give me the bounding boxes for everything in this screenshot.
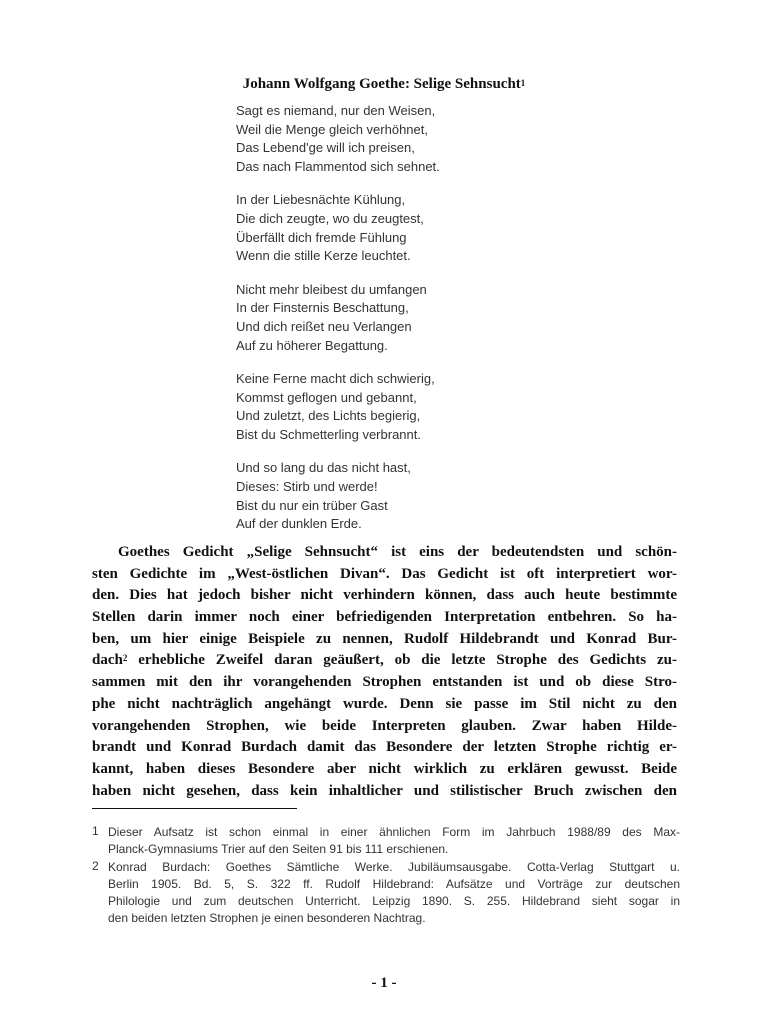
- body-line: Stellen darin immer noch einer befriedigenden Interpretation entbehren. So ha-: [92, 609, 677, 626]
- verse: Bist du nur ein trüber Gast: [236, 497, 388, 513]
- stanza-4: [236, 370, 556, 445]
- body-line: Goethes Gedicht „Selige Sehnsucht“ ist eins der bedeutendsten und schön-: [118, 544, 677, 560]
- line-rest: erhebliche Zweifel daran geäußert, ob die letzte Strophe des Gedichts zu-: [138, 652, 677, 669]
- verse: Weil die Menge gleich verhöhnet,: [236, 121, 428, 137]
- footnote-line: Berlin 1905. Bd. 5, S. 322 ff. Rudolf Hildebrand: Aufsätze und Vorträge zur deutschen: [108, 876, 680, 891]
- footnote-divider: [92, 808, 297, 809]
- verse: Auf der dunklen Erde.: [236, 516, 362, 532]
- verse: Das nach Flammentod sich sehnet.: [236, 159, 440, 175]
- body-line: haben nicht gesehen, dass kein inhaltlicher und stilistischer Bruch zwischen den: [92, 782, 677, 799]
- body-line: den. Dies hat jedoch bisher nicht verhindern können, dass auch heute bestimmte: [92, 587, 677, 604]
- body-line: ben, um hier einige Beispiele zu nennen, Rudolf Hildebrandt und Konrad Bur-: [92, 630, 677, 647]
- verse: Und zuletzt, des Lichts begierig,: [236, 408, 421, 424]
- line-prefix: dach: [92, 652, 123, 669]
- footnote-ref-1[interactable]: 1: [520, 78, 526, 88]
- footnote-number: 2: [92, 858, 99, 873]
- body-line: vorangehenden Strophen, wie beide Interpreten glauben. Zwar haben Hilde-: [92, 717, 677, 734]
- verse: Das Lebend'ge will ich preisen,: [236, 140, 415, 156]
- footnote-number: 1: [92, 824, 99, 838]
- footnote-line: den beiden letzten Strophen je einen besonderen Nachtrag.: [108, 911, 426, 926]
- footnote-ref-2[interactable]: 2: [122, 653, 128, 664]
- footnote-line: Planck-Gymnasiums Trier auf den Seiten 91 bis 111 erschienen.: [108, 842, 449, 857]
- body-line-with-ref: [92, 650, 677, 672]
- stanza-3: [236, 281, 556, 356]
- verse: Und dich reißet neu Verlangen: [236, 319, 412, 335]
- verse: Nicht mehr bleibest du umfangen: [236, 281, 427, 297]
- body-line: sammen mit den ihr vorangehenden Strophen entstanden ist und ob diese Stro-: [92, 674, 677, 691]
- stanza-2: [236, 191, 556, 266]
- body-line: sten Gedichte im „West-östlichen Divan“. Das Gedicht ist oft interpretiert wor-: [92, 565, 677, 582]
- verse: Und so lang du das nicht hast,: [236, 460, 411, 476]
- verse: Wenn die stille Kerze leuchtet.: [236, 248, 411, 264]
- stanza-5: [236, 459, 556, 534]
- body-line: brandt und Konrad Burdach damit das Besondere der letzten Strophe richtig er-: [92, 739, 677, 756]
- verse: Keine Ferne macht dich schwierig,: [236, 370, 435, 386]
- verse: In der Liebesnächte Kühlung,: [236, 192, 406, 208]
- footnote-line: Konrad Burdach: Goethes Sämtliche Werke. Jubiläumsausgabe. Cotta-Verlag Stuttgart u.: [108, 859, 680, 874]
- verse: Sagt es niemand, nur den Weisen,: [236, 103, 436, 118]
- page-number: - 1 -: [371, 975, 397, 991]
- verse: Die dich zeugte, wo du zeugtest,: [236, 211, 424, 227]
- verse: Überfällt dich fremde Fühlung: [236, 229, 407, 245]
- body-paragraph: [92, 542, 677, 802]
- stanza-1: [236, 102, 556, 177]
- verse: Bist du Schmetterling verbrannt.: [236, 427, 421, 443]
- body-line: kannt, haben dieses Besondere aber nicht wirklich zu erklären gewusst. Beide: [92, 760, 677, 777]
- page-title: [0, 75, 768, 93]
- poem: [236, 102, 556, 549]
- footnote-1: [92, 824, 680, 859]
- title-text: Johann Wolfgang Goethe: Selige Sehnsucht: [242, 76, 521, 92]
- footnote-line: Philologie und zum deutschen Unterricht. Leipzig 1890. S. 255. Hildebrand sieht sogar in: [108, 894, 680, 909]
- footnote-2: [92, 859, 680, 928]
- body-line: phe nicht nachträglich angehängt wurde. Denn sie passe im Stil nicht zu den: [92, 695, 677, 712]
- verse: In der Finsternis Beschattung,: [236, 300, 409, 316]
- verse: Kommst geflogen und gebannt,: [236, 389, 417, 405]
- verse: Auf zu höherer Begattung.: [236, 337, 388, 353]
- footnote-line: Dieser Aufsatz ist schon einmal in einer ähnlichen Form im Jahrbuch 1988/89 des Max-: [108, 825, 680, 839]
- verse: Dieses: Stirb und werde!: [236, 478, 378, 494]
- footnotes: [92, 824, 680, 928]
